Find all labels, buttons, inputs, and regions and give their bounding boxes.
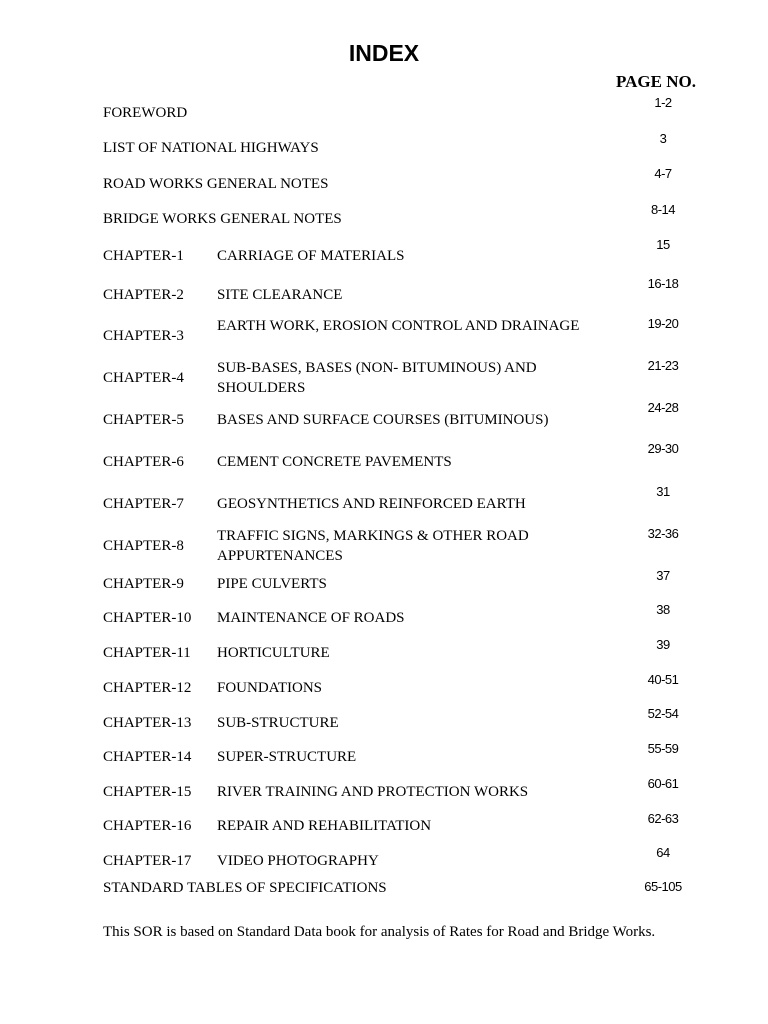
chapter-page-range: 29-30 [647, 441, 679, 456]
chapter-title: TRAFFIC SIGNS, MARKINGS & OTHER ROAD APPURTENANCES [217, 528, 529, 564]
entry-page-range: 65-105 [644, 879, 682, 894]
chapter-title: EARTH WORK, EROSION CONTROL AND DRAINAGE [217, 318, 580, 334]
chapter-page-range: 32-36 [647, 526, 679, 541]
chapter-title: VIDEO PHOTOGRAPHY [217, 853, 379, 869]
chapter-title: PIPE CULVERTS [217, 576, 327, 592]
chapter-number: CHAPTER-4 [103, 370, 184, 386]
chapter-number: CHAPTER-2 [103, 287, 184, 303]
chapter-title: SITE CLEARANCE [217, 287, 343, 303]
chapter-number: CHAPTER-15 [103, 784, 192, 800]
chapter-title: HORTICULTURE [217, 645, 330, 661]
chapter-number: CHAPTER-16 [103, 818, 192, 834]
chapter-title: SUPER-STRUCTURE [217, 749, 357, 765]
chapter-page-range: 31 [656, 484, 670, 499]
chapter-page-range: 40-51 [647, 672, 679, 687]
chapter-title: FOUNDATIONS [217, 680, 323, 696]
chapter-page-range: 15 [656, 237, 670, 252]
chapter-number: CHAPTER-7 [103, 496, 184, 512]
entry-label: ROAD WORKS GENERAL NOTES [103, 176, 329, 192]
chapter-number: CHAPTER-3 [103, 328, 184, 344]
chapter-number: CHAPTER-6 [103, 454, 184, 470]
chapter-title: CEMENT CONCRETE PAVEMENTS [217, 454, 452, 470]
chapter-title: SUB-STRUCTURE [217, 715, 339, 731]
entry-label: BRIDGE WORKS GENERAL NOTES [103, 211, 342, 227]
chapter-number: CHAPTER-17 [103, 853, 192, 869]
chapter-page-range: 52-54 [647, 706, 679, 721]
chapter-number: CHAPTER-8 [103, 538, 184, 554]
entry-label: FOREWORD [103, 105, 188, 121]
chapter-title: MAINTENANCE OF ROADS [217, 610, 405, 626]
chapter-number: CHAPTER-10 [103, 610, 192, 626]
chapter-number: CHAPTER-11 [103, 645, 191, 661]
chapter-page-range: 37 [656, 568, 670, 583]
page-title: INDEX [348, 40, 420, 66]
chapter-page-range: 21-23 [647, 358, 679, 373]
chapter-number: CHAPTER-14 [103, 749, 192, 765]
chapter-number: CHAPTER-5 [103, 412, 184, 428]
entry-page-range: 8-14 [650, 202, 676, 217]
chapter-page-range: 19-20 [647, 316, 679, 331]
entry-page-range: 4-7 [654, 166, 672, 181]
chapter-number: CHAPTER-1 [103, 248, 184, 264]
page-number-header: PAGE NO. [616, 72, 696, 91]
chapter-title: RIVER TRAINING AND PROTECTION WORKS [217, 784, 529, 800]
footnote: This SOR is based on Standard Data book for analysis of Rates for Road and Bridge Works. [103, 924, 656, 940]
chapter-page-range: 24-28 [647, 400, 679, 415]
chapter-page-range: 39 [656, 637, 670, 652]
chapter-page-range: 16-18 [647, 276, 679, 291]
chapter-page-range: 38 [656, 602, 670, 617]
chapter-title: REPAIR AND REHABILITATION [217, 818, 432, 834]
chapter-page-range: 62-63 [647, 811, 679, 826]
entry-page-range: 1-2 [654, 95, 672, 110]
chapter-number: CHAPTER-13 [103, 715, 192, 731]
entry-page-range: 3 [659, 131, 667, 146]
chapter-page-range: 55-59 [647, 741, 679, 756]
chapter-page-range: 64 [656, 845, 670, 860]
chapter-title: GEOSYNTHETICS AND REINFORCED EARTH [217, 496, 526, 512]
entry-label: LIST OF NATIONAL HIGHWAYS [103, 140, 319, 156]
chapter-title: BASES AND SURFACE COURSES (BITUMINOUS) [217, 412, 549, 428]
entry-label: STANDARD TABLES OF SPECIFICATIONS [103, 880, 387, 896]
chapter-number: CHAPTER-12 [103, 680, 192, 696]
chapter-title: CARRIAGE OF MATERIALS [217, 248, 405, 264]
chapter-title: SUB-BASES, BASES (NON- BITUMINOUS) AND SHOULDERS [217, 360, 537, 396]
chapter-number: CHAPTER-9 [103, 576, 184, 592]
chapter-page-range: 60-61 [647, 776, 679, 791]
